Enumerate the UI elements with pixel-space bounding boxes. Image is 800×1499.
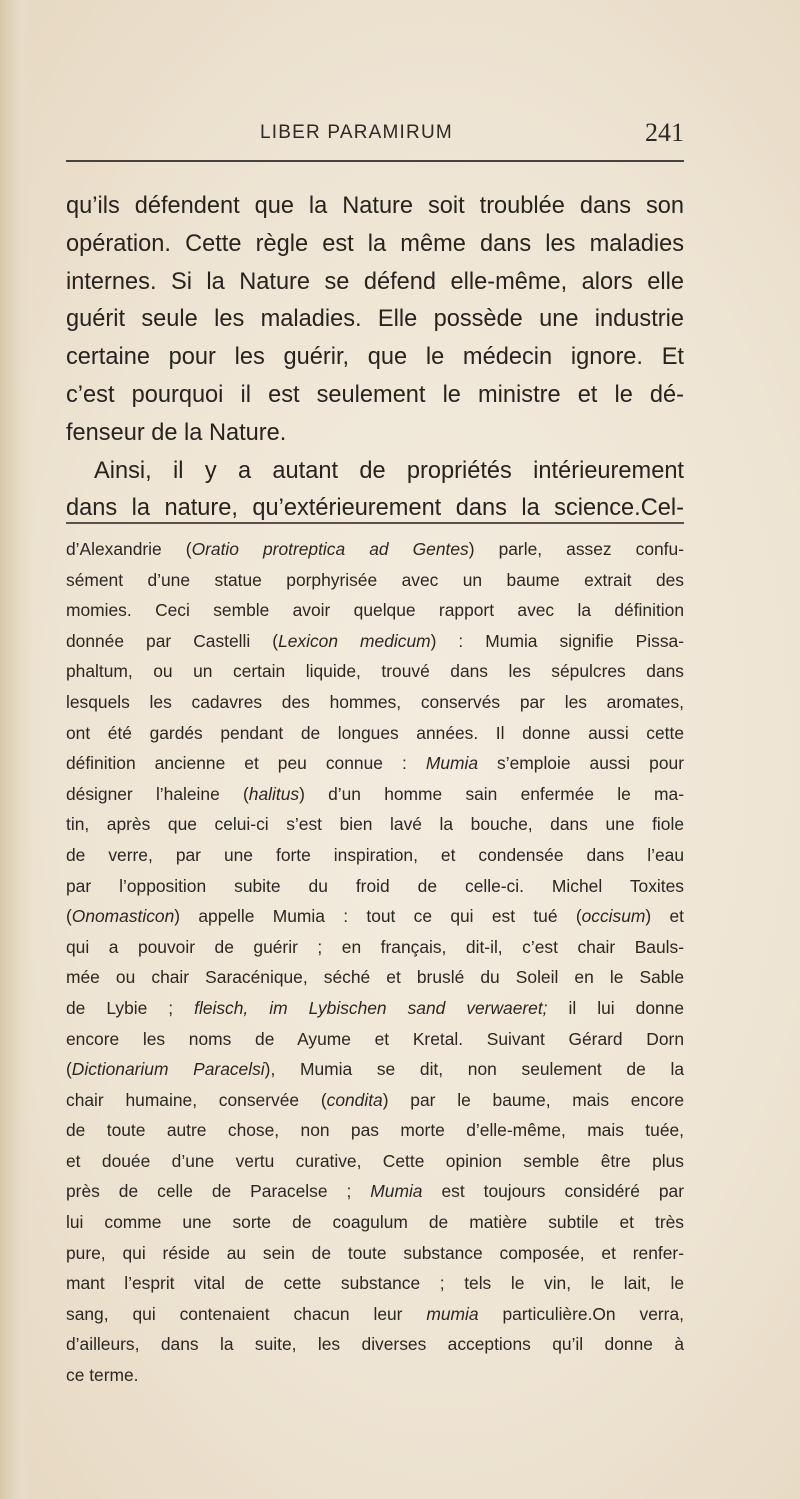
footnote-line: tin, après que celui-ci s’est bien lavé la bouche, dans une fiole: [66, 814, 684, 835]
footnote-line: chair humaine, conservée (condita) par le baume, mais encore: [66, 1089, 684, 1110]
footnote-line: (Onomasticon) appelle Mumia : tout ce qui est tué (occisum) et: [66, 906, 684, 927]
footnote-rule: [66, 522, 684, 524]
footnote-line: sément d’une statue porphyrisée avec un baume extrait des: [66, 569, 684, 590]
footnote-line: et douée d’une vertu curative, Cette opinion semble être plus: [66, 1150, 684, 1171]
footnote-line: ce terme.: [66, 1365, 139, 1386]
text-line: internes. Si la Nature se défend elle-même, alors elle: [66, 268, 684, 295]
main-text: [66, 188, 684, 528]
footnote-line: lesquels les cadavres des hommes, conservés par les aromates,: [66, 691, 684, 712]
footnote-line: (Dictionarium Paracelsi), Mumia se dit, non seulement de la: [66, 1059, 684, 1080]
footnote-line: sang, qui contenaient chacun leur mumia particulière.On verra,: [66, 1303, 684, 1324]
footnote-line: de Lybie ; fleisch, im Lybischen sand verwaeret; il lui donne: [66, 997, 685, 1018]
footnote-line: mée ou chair Saracénique, séché et bruslé du Soleil en le Sable: [66, 967, 684, 988]
footnote-line: d’ailleurs, dans la suite, les diverses acceptions qu’il donne à: [66, 1334, 684, 1355]
spine-shadow: [0, 0, 34, 1499]
footnote-line: ont été gardés pendant de longues années. Il donne aussi cette: [66, 722, 684, 743]
footnote-line: de toute autre chose, non pas morte d’elle-même, mais tuée,: [66, 1120, 684, 1141]
footnote-line: encore les noms de Ayume et Kretal. Suivant Gérard Dorn: [66, 1028, 684, 1049]
running-title: LIBER PARAMIRUM: [260, 122, 453, 143]
footnote-line: d’Alexandrie (Oratio protreptica ad Gentes) parle, assez confu-: [66, 539, 684, 559]
text-line: fenseur de la Nature.: [66, 419, 287, 446]
footnote-line: près de celle de Paracelse ; Mumia est toujours considéré par: [66, 1181, 684, 1202]
text-line: certaine pour les guérir, que le médecin ignore. Et: [66, 344, 684, 371]
footnote-line: définition ancienne et peu connue : Mumia s’emploie aussi pour: [66, 753, 684, 774]
text-line: Ainsi, il y a autant de propriétés intérieurement: [94, 457, 684, 484]
text-line: dans la nature, qu’extérieurement dans la science.Cel-: [66, 495, 684, 522]
text-line: guérit seule les maladies. Elle possède une industrie: [66, 306, 684, 333]
footnote-line: désigner l’haleine (halitus) d’un homme sain enfermée le ma-: [66, 783, 684, 804]
footnote-line: momies. Ceci semble avoir quelque rapport avec la définition: [66, 600, 684, 621]
footnote-line: de verre, par une forte inspiration, et condensée dans l’eau: [66, 844, 684, 865]
header-rule: [66, 160, 684, 162]
footnote-line: donnée par Castelli (Lexicon medicum) : Mumia signifie Pissa-: [66, 630, 684, 651]
footnote-line: qui a pouvoir de guérir ; en français, dit-il, c’est chair Bauls-: [66, 936, 684, 957]
running-header: [66, 118, 684, 158]
footnote-line: pure, qui réside au sein de toute substance composée, et renfer-: [66, 1242, 684, 1263]
page-number: 241: [645, 118, 684, 147]
footnote-text: [66, 534, 684, 1391]
text-line: opération. Cette règle est la même dans les maladies: [66, 230, 684, 257]
footnote-line: phaltum, ou un certain liquide, trouvé dans les sépulcres dans: [66, 661, 684, 682]
footnote-line: lui comme une sorte de coagulum de matière subtile et très: [66, 1212, 684, 1233]
text-line: qu’ils défendent que la Nature soit troublée dans son: [66, 193, 684, 219]
footnote-line: mant l’esprit vital de cette substance ; tels le vin, le lait, le: [66, 1273, 684, 1294]
text-line: c’est pourquoi il est seulement le ministre et le dé-: [66, 381, 684, 408]
footnote-line: par l’opposition subite du froid de celle-ci. Michel Toxites: [66, 875, 684, 896]
